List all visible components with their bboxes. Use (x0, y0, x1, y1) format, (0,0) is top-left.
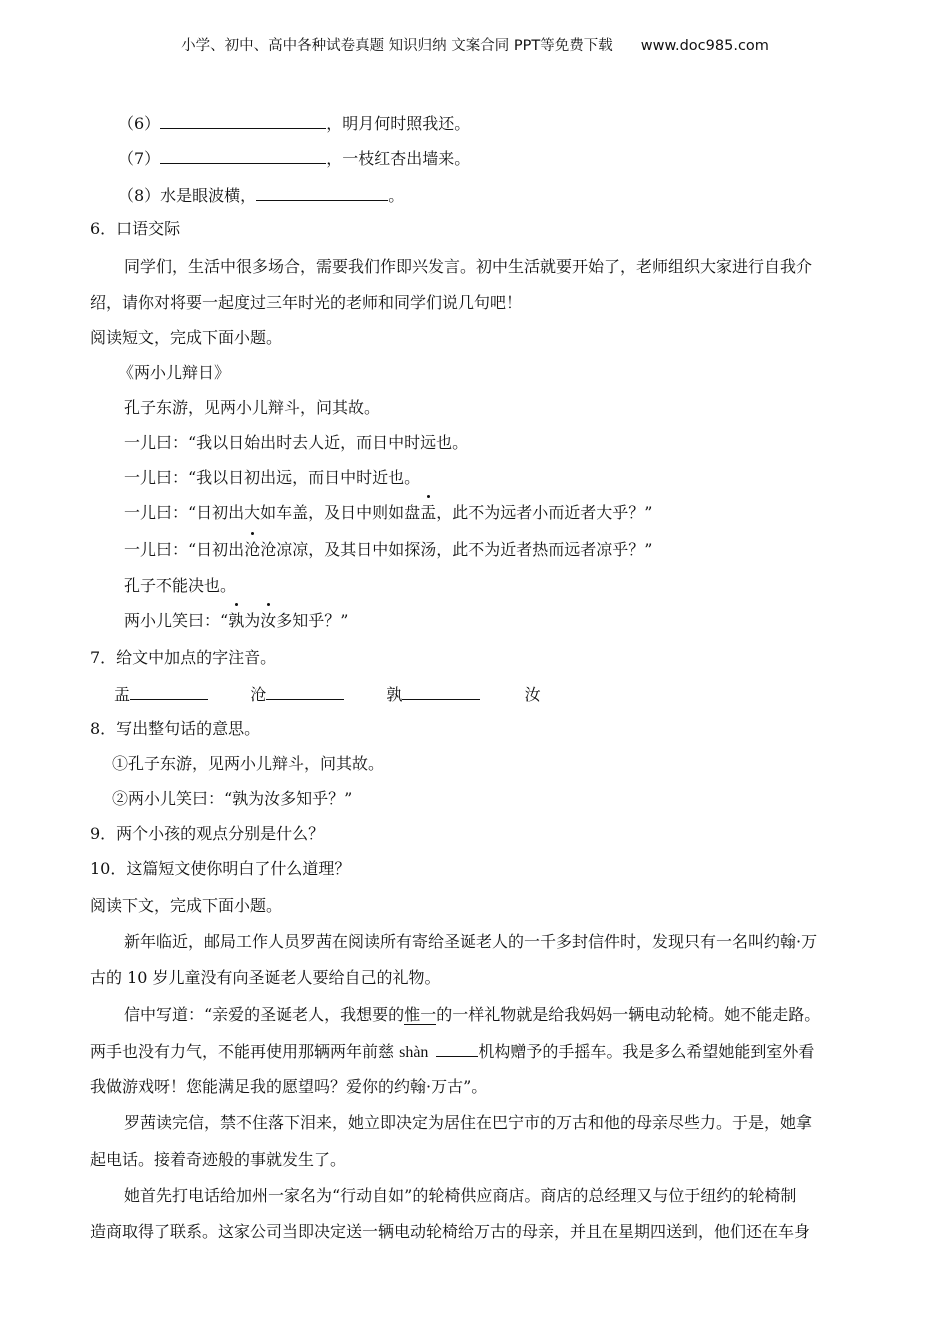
header-site: www.doc985.com (640, 38, 769, 54)
answer-blank-6[interactable] (160, 112, 326, 129)
passage-line-4: 两手也没有力气，不能再使用那辆两年前慈 shàn 机构赠予的手摇车。我是多么希望她能到室外看 (90, 1042, 815, 1061)
pinyin-blank-1[interactable] (130, 683, 208, 700)
answer-blank-7[interactable] (160, 147, 326, 164)
pinyin-row: 盂 沧 孰 汝 (114, 685, 541, 704)
classical-line-3: 一儿曰：“我以日初出远，而日中时近也。 (124, 468, 421, 487)
passage-line-6: 罗茜读完信，禁不住落下泪来，她立即决定为居住在巴宁市的万古和他的母亲尽些力。于是，她拿 (124, 1113, 813, 1132)
oral-paragraph-line-2: 绍，请你对将要一起度过三年时光的老师和同学们说几句吧！ (90, 293, 523, 312)
question-7: 7．给文中加点的字注音。 (90, 648, 277, 667)
question-8-item-2: ②两小儿笑曰：“孰为汝多知乎？” (112, 789, 353, 808)
question-10: 10．这篇短文使你明白了什么道理？ (90, 859, 351, 878)
dotted-char-yu: 盂 (420, 503, 437, 522)
passage-line-1: 新年临近，邮局工作人员罗茜在阅读所有寄给圣诞老人的一千多封信件时，发现只有一名叫约翰·万 (124, 932, 818, 951)
reading-intro-2: 阅读下文，完成下面小题。 (90, 896, 283, 915)
classical-line-4: 一儿曰：“日初出大如车盖，及日中则如盘盂，此不为远者小而近者大乎？” (124, 503, 653, 522)
pinyin-blank-2[interactable] (266, 683, 344, 700)
char-blank[interactable] (436, 1040, 478, 1057)
pinyin-hint: shàn (399, 1044, 429, 1061)
page-header (0, 34, 950, 55)
answer-blank-8[interactable] (256, 184, 388, 201)
header-text: 小学、初中、高中各种试卷真题 知识归纳 文案合同 PPT等免费下载 (181, 38, 613, 54)
dotted-char-ru: 汝 (260, 611, 277, 630)
question-8-item-1: ①孔子东游，见两小儿辩斗，问其故。 (112, 754, 385, 773)
question-8: 8．写出整句话的意思。 (90, 719, 261, 738)
fill-item-7: （7） ，一枝红杏出墙来。 (118, 149, 471, 168)
pinyin-blank-3[interactable] (402, 683, 480, 700)
reading-intro-1: 阅读短文，完成下面小题。 (90, 328, 283, 347)
fill-item-6: （6） ，明月何时照我还。 (118, 114, 471, 133)
classical-line-2: 一儿曰：“我以日始出时去人近，而日中时远也。 (124, 433, 469, 452)
classical-line-6: 孔子不能决也。 (124, 576, 237, 595)
passage-line-8: 她首先打电话给加州一家名为“行动自如”的轮椅供应商店。商店的总经理又与位于纽约的轮椅制 (124, 1186, 797, 1205)
classical-title: 《两小儿辩日》 (118, 363, 231, 382)
dotted-char-shu: 孰 (228, 611, 245, 630)
oral-paragraph-line-1: 同学们，生活中很多场合，需要我们作即兴发言。初中生活就要开始了，老师组织大家进行自我介 (124, 257, 813, 276)
question-6-title: 6．口语交际 (90, 219, 181, 238)
passage-line-2: 古的 10 岁儿童没有向圣诞老人要给自己的礼物。 (90, 968, 441, 987)
classical-line-1: 孔子东游，见两小儿辩斗，问其故。 (124, 398, 381, 417)
dotted-char-cang: 沧 (244, 540, 261, 559)
passage-line-3: 信中写道：“亲爱的圣诞老人，我想要的惟一的一样礼物就是给我妈妈一辆电动轮椅。她不能走路。 (124, 1005, 821, 1024)
underlined-word: 惟一 (404, 1005, 437, 1024)
passage-line-9: 造商取得了联系。这家公司当即决定送一辆电动轮椅给万古的母亲，并且在星期四送到，他们还在车身 (90, 1222, 811, 1241)
passage-line-5: 我做游戏呀！您能满足我的愿望吗？爱你的约翰·万古”。 (90, 1077, 488, 1096)
passage-line-7: 起电话。接着奇迹般的事就发生了。 (90, 1150, 347, 1169)
classical-line-7: 两小儿笑曰：“孰为汝多知乎？” (124, 611, 349, 630)
classical-line-5: 一儿曰：“日初出沧沧凉凉，及其日中如探汤，此不为近者热而远者凉乎？” (124, 540, 653, 559)
question-9: 9．两个小孩的观点分别是什么？ (90, 824, 325, 843)
fill-item-8: （8）水是眼波横， 。 (118, 186, 405, 205)
